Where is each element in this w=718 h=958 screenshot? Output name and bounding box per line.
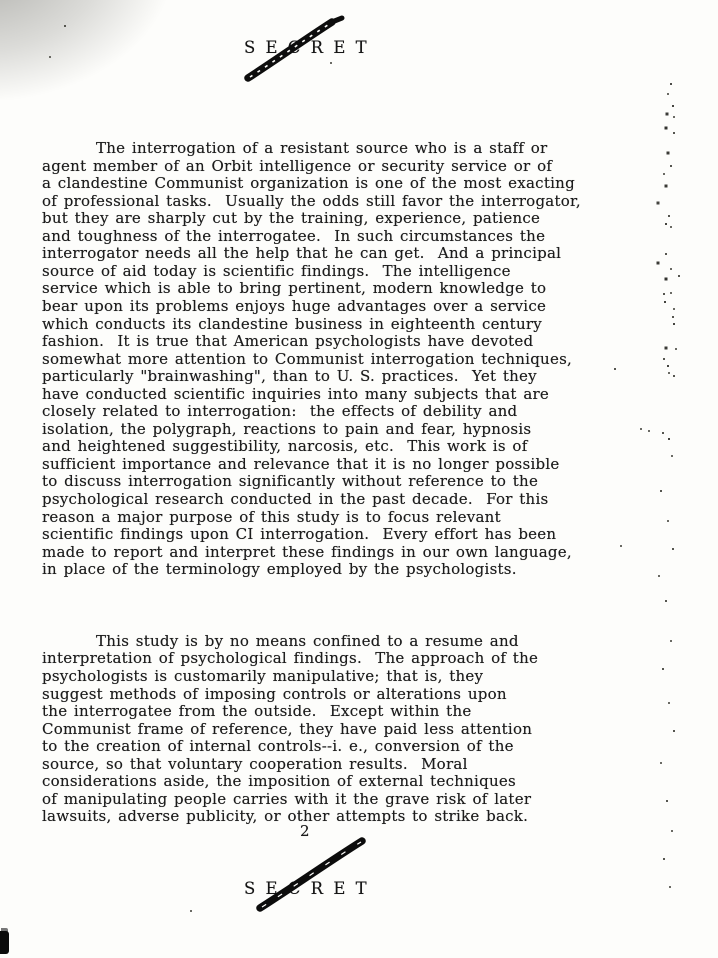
text-line: a clandestine Communist organization is one of the most exacting xyxy=(42,174,575,193)
classification-stamp-top: SECRET xyxy=(244,38,377,57)
text-line: psychologists is customarily manipulative; that is, they xyxy=(42,666,484,685)
text-line: fashion. It is true that American psychologists have devoted xyxy=(42,332,534,351)
text-line: psychological research conducted in the past decade. For this xyxy=(42,490,549,509)
classification-stamp-bottom: SECRET xyxy=(244,879,377,898)
text-line: the interrogatee from the outside. Except within the xyxy=(42,702,472,721)
text-line: agent member of an Orbit intelligence or security service or of xyxy=(42,156,553,175)
text-line: to the creation of internal controls--i. e., conversion of the xyxy=(42,737,514,756)
text-line: source, so that voluntary cooperation results. Moral xyxy=(42,754,468,773)
text-line: which conducts its clandestine business in eighteenth century xyxy=(42,314,543,333)
text-line: lawsuits, adverse publicity, or other attempts to strike back. xyxy=(42,807,529,826)
text-line: of manipulating people carries with it the grave risk of later xyxy=(42,789,532,808)
text-line: source of aid today is scientific findings. The intelligence xyxy=(42,261,511,280)
text-line: suggest methods of imposing controls or alterations upon xyxy=(42,684,507,703)
text-line: of professional tasks. Usually the odds still favor the interrogator, xyxy=(42,191,581,210)
scanner-edge-ink-mark xyxy=(0,931,9,954)
paragraph-1 xyxy=(42,140,662,579)
text-line: particularly "brainwashing", than to U. S. practices. Yet they xyxy=(42,367,537,386)
document-body xyxy=(42,105,662,861)
text-line: closely related to interrogation: the effects of debility and xyxy=(42,402,518,421)
scan-noise-specks xyxy=(0,0,2,2)
page-number: 2 xyxy=(300,822,310,840)
text-line: Communist frame of reference, they have paid less attention xyxy=(42,719,533,738)
text-line: and toughness of the interrogatee. In such circumstances the xyxy=(42,226,546,245)
text-line: interpretation of psychological findings. The approach of the xyxy=(42,649,539,668)
text-line: bear upon its problems enjoys huge advantages over a service xyxy=(42,297,547,316)
text-line: sufficient importance and relevance that it is no longer possible xyxy=(42,454,560,473)
text-line: considerations aside, the imposition of external techniques xyxy=(42,772,516,791)
text-line: isolation, the polygraph, reactions to pain and fear, hypnosis xyxy=(42,419,532,438)
text-line: The interrogation of a resistant source who is a staff or xyxy=(96,139,548,158)
paragraph-2 xyxy=(42,633,662,826)
text-line: in place of the terminology employed by the psychologists. xyxy=(42,560,517,579)
text-line: to discuss interrogation significantly without reference to the xyxy=(42,472,539,491)
text-line: This study is by no means confined to a resume and xyxy=(96,631,519,650)
text-line: have conducted scientific inquiries into many subjects that are xyxy=(42,384,550,403)
text-line: reason a major purpose of this study is to focus relevant xyxy=(42,507,501,526)
text-line: but they are sharply cut by the training, experience, patience xyxy=(42,209,541,228)
text-line: and heightened suggestibility, narcosis, etc. This work is of xyxy=(42,437,528,456)
text-line: somewhat more attention to Communist interrogation techniques, xyxy=(42,349,573,368)
text-line: scientific findings upon CI interrogation. Every effort has been xyxy=(42,525,557,544)
text-line: made to report and interpret these findings in our own language, xyxy=(42,542,572,561)
scan-corner-shading xyxy=(0,0,170,100)
text-line: interrogator needs all the help that he can get. And a principal xyxy=(42,244,562,263)
text-line: service which is able to bring pertinent, modern knowledge to xyxy=(42,279,547,298)
